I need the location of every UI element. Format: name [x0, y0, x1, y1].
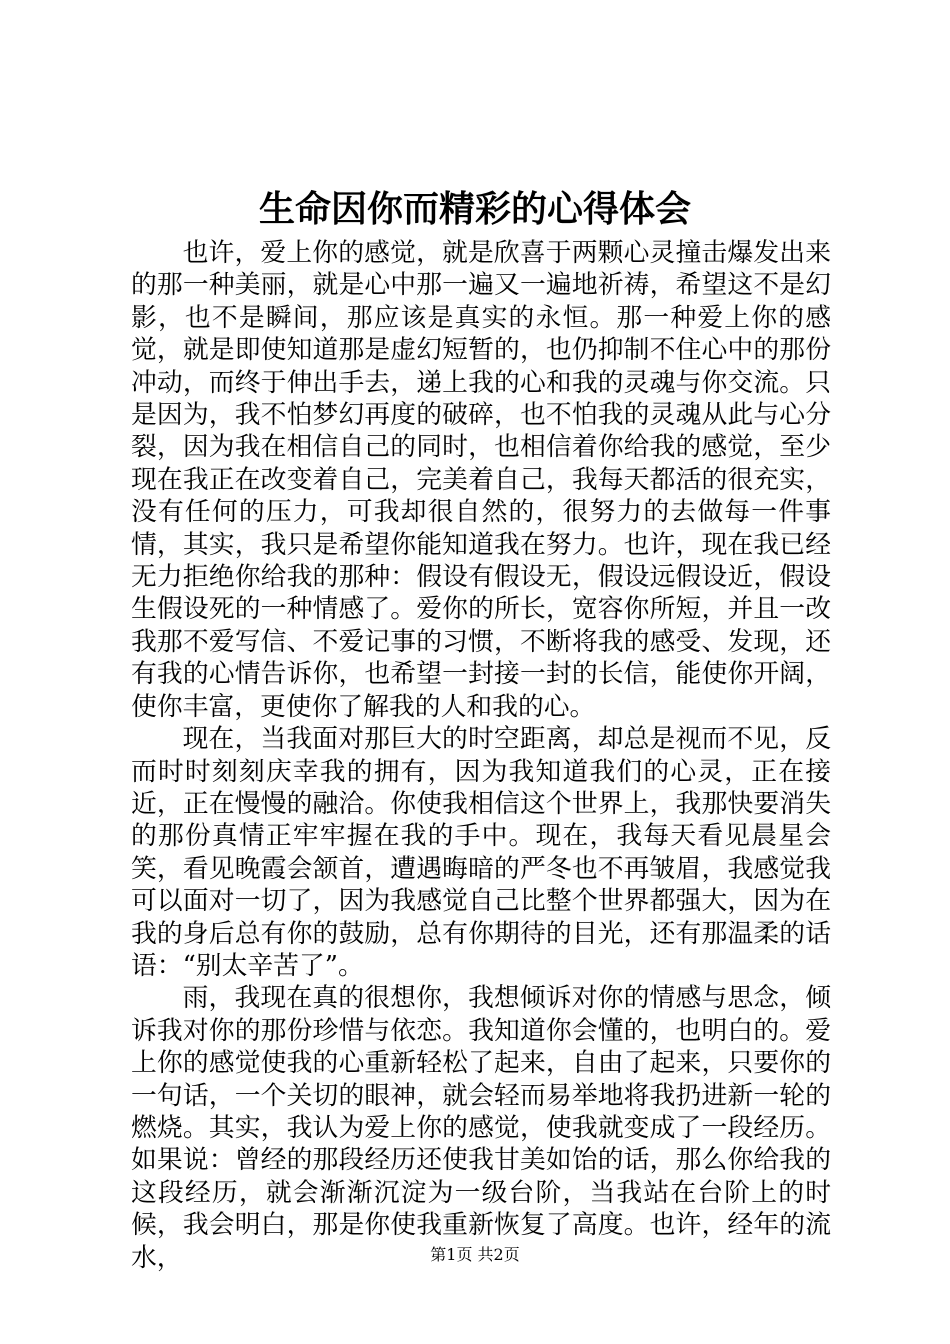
page-title: 生命因你而精彩的心得体会 [258, 188, 691, 230]
paragraph-2: 现在，当我面对那巨大的时空距离，却总是视而不见，反而时时刻刻庆幸我的拥有，因为我知道我们的心灵，正在接近，正在慢慢的融洽。你使我相信这个世界上，我那快要消失的那份真情正牢牢握在我的手中。现在，我每天看见晨星会笑，看见晚霞会颔首，遭遇晦暗的严冬也不再皱眉，我感觉我可以面对一切了，因为我感觉自己比整个世界都强大，因为在我的身后总有你的鼓励，总有你期待的目光，还有那温柔的话语：“别太辛苦了”。 [131, 724, 831, 981]
paragraph-3: 雨，我现在真的很想你，我想倾诉对你的情感与思念，倾诉我对你的那份珍惜与依恋。我知道你会懂的，也明白的。爱上你的感觉使我的心重新轻松了起来，自由了起来，只要你的一句话，一个关切的眼神，就会轻而易举地将我扔进新一轮的燃烧。其实，我认为爱上你的感觉，使我就变成了一段经历。如果说：曾经的那段经历还使我甘美如饴的话，那么你给我的这段经历，就会渐渐沉淀为一级台阶，当我站在台阶上的时候，我会明白，那是你使我重新恢复了高度。也许，经年的流水， [131, 983, 831, 1273]
paragraph-1: 也许，爱上你的感觉，就是欣喜于两颗心灵撞击爆发出来的那一种美丽，就是心中那一遍又一遍地祈祷，希望这不是幻影，也不是瞬间，那应该是真实的永恒。那一种爱上你的感觉，就是即使知道那是虚幻短暂的，也仍抑制不住心中的那份冲动，而终于伸出手去，递上我的心和我的灵魂与你交流。只是因为，我不怕梦幻再度的破碎，也不怕我的灵魂从此与心分裂，因为我在相信自己的同时，也相信着你给我的感觉，至少现在我正在改变着自己，完美着自己，我每天都活的很充实，没有任何的压力，可我却很自然的，很努力的去做每一件事情，其实，我只是希望你能知道我在努力。也许，现在我已经无力拒绝你给我的那种：假设有假设无，假设远假设近，假设生假设死的一种情感了。爱你的所长，宽容你所短，并且一改我那不爱写信、不爱记事的习惯，不断将我的感受、发现，还有我的心情告诉你，也希望一封接一封的长信，能使你开阔，使你丰富，更使你了解我的人和我的心。 [131, 238, 831, 722]
document-body [131, 237, 831, 1274]
page-footer: 第1页 共2页 [430, 1245, 520, 1264]
